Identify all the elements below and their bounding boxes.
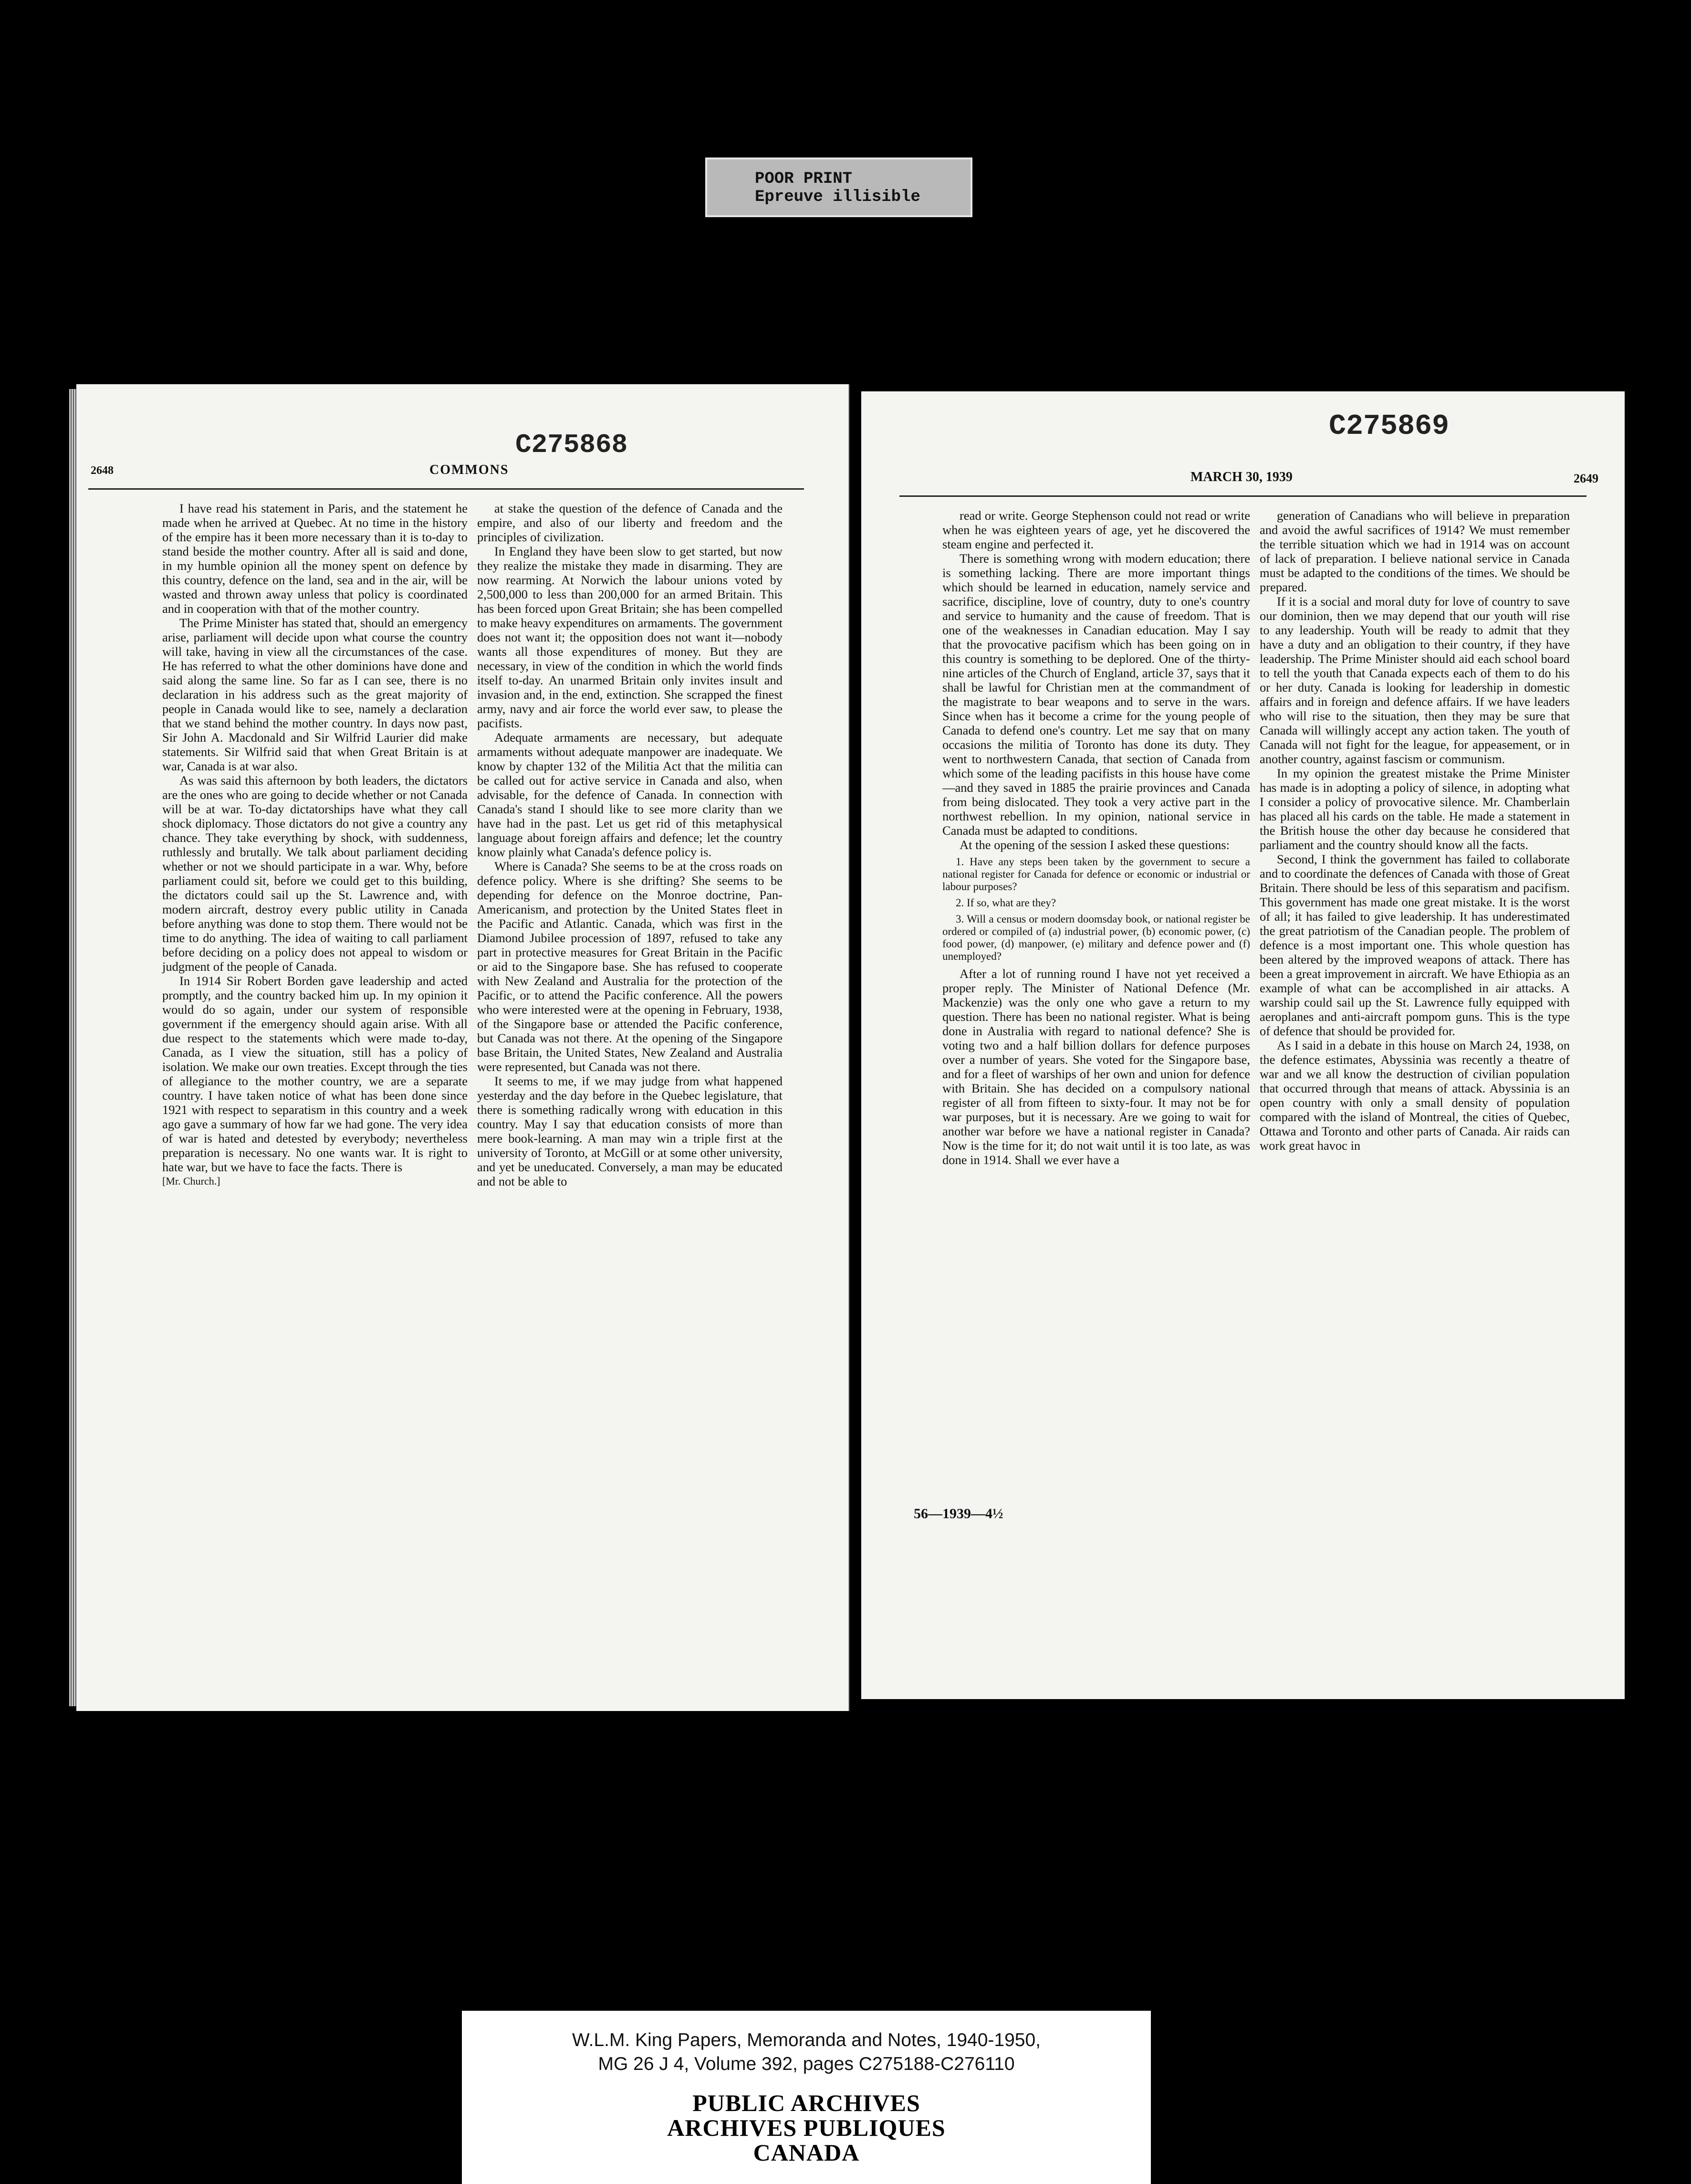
paragraph: In 1914 Sir Robert Borden gave leadership and acted promptly, and the country backed him up. In my opinion it would do so again, under our system of responsible government if the emergency should again arise. With all due respect to the statements which were made to-day, Canada, as I view the situation, still has a policy of isolation. We make our own treaties. Except through the ties of allegiance to the mother country, we are a separate country. I have taken notice of what has been done since 1921 with respect to separatism in this country and a week ago gave a summary of how far we had gone. The very idea of war is hated and detested by everybody; nevertheless preparation is necessary. No one wants war. It is right to hate war, but we have to face the facts. There is bbox=[162, 974, 468, 1174]
question: 2. If so, what are they? bbox=[956, 897, 1056, 909]
paragraph: Where is Canada? She seems to be at the cross roads on defence policy. Where is she drifting? She seems to be depending for defence on the Monroe doctrine, Pan-Americanism, and protection by the United States fleet in the Pacific and Atlantic. Canada, which was first in the Diamond Jubilee procession of 1897, refused to take any part in protective measures for Great Britain in the Pacific or aid to the Singapore base. She has refused to cooperate with New Zealand and Australia for the protection of the Pacific, or to attend the Pacific conference. All the powers who were interested were at the opening in February, 1938, of the Singapore base or attended the Pacific conference, but Canada was not there. At the opening of the Singapore base Britain, the United States, New Zealand and Australia were represented, but Canada was not there. bbox=[477, 859, 783, 1074]
left-page-number: 2648 bbox=[91, 464, 114, 477]
left-header-rule bbox=[88, 488, 804, 490]
paragraph: If it is a social and moral duty for love of country to save our dominion, then we may depend that our youth will rise to any leadership. Youth will be ready to admit that they have a duty and an obligation to their country, if they have leadership. The Prime Minister should aid each school board to tell the youth that Canada expects each of them to do his or her duty. Canada is looking for leadership in domestic affairs and in foreign and defence affairs. If we have leaders who will rise to the situation, then they may be sure that Canada will willingly accept any action taken. The youth of Canada will not fight for the league, for appeasement, or in another country, against fascism or communism. bbox=[1260, 594, 1570, 766]
right-doc-number: C275869 bbox=[1329, 410, 1450, 443]
archive-citation bbox=[462, 2028, 1151, 2076]
right-page-number: 2649 bbox=[1574, 472, 1598, 485]
poor-print-stamp bbox=[705, 158, 972, 217]
paragraph: At the opening of the session I asked these questions: bbox=[960, 838, 1230, 852]
paragraph: generation of Canadians who will believe in preparation and avoid the awful sacrifices of 1914? We must remember the terrible situation which we had in 1914 was on account of lack of preparation. I believe national service in Canada must be adapted to the conditions of the times. We should be prepared. bbox=[1260, 508, 1570, 594]
speaker-attribution: [Mr. Church.] bbox=[162, 1175, 220, 1187]
paragraph: In England they have been slow to get started, but now they realize the mistake they made in disarming. They are now rearming. At Norwich the labour unions voted by 2,500,000 to less than 200,000 for an armed Britain. This has been forced upon Great Britain; she has been compelled to make heavy expenditures on armaments. The government does not want it; the opposition does not want it—nobody wants all those expenditures of money. But they are necessary, in view of the condition in which the world finds itself to-day. An unarmed Britain only invites insult and invasion and, in the end, extinction. She scrapped the finest army, navy and air force the world ever saw, to please the pacifists. bbox=[477, 544, 783, 730]
right-column-2 bbox=[1260, 508, 1570, 1153]
paragraph: Adequate armaments are necessary, but adequate armaments without adequate manpower are inadequate. We know by chapter 132 of the Militia Act that the militia can be called out for active service in Canada and also, when advisable, for the defence of Canada. In connection with Canada's stand I should like to see more clarity than we have had in the past. Let us get rid of this metaphysical language about foreign affairs and defence; let the country know plainly what Canada's defence policy is. bbox=[477, 730, 783, 859]
paragraph: The Prime Minister has stated that, should an emergency arise, parliament will decide upon what course the country will take, having in view all the circumstances of the case. He has referred to what the other dominions have done and said along the same line. So far as I can see, there is no declaration in his address such as the great majority of people in Canada would like to see, namely a declaration that we stand behind the mother country. In days now past, Sir John A. Macdonald and Sir Wilfrid Laurier did make statements. Sir Wilfrid said that when Great Britain is at war, Canada is at war also. bbox=[162, 616, 468, 773]
right-page bbox=[861, 391, 1625, 1699]
left-running-head bbox=[76, 456, 848, 484]
right-column-1 bbox=[942, 508, 1250, 1167]
stamp-line-1: POOR PRINT bbox=[755, 170, 853, 188]
paragraph: There is something wrong with modern education; there is something lacking. There are more important things which should be learned in education, namely service and sacrifice, discipline, love of country, duty to one's country and service to humanity and the cause of freedom. That is one of the weaknesses in Canadian education. May I say that the provocative pacifism which has been going on in this country is something to be deplored. One of the thirty-nine articles of the Church of England, article 37, says that it shall be lawful for Christian men at the commandment of the magistrate to bear weapons and to serve in the wars. Since when has it become a crime for the young people of Canada to defend one's country. Let me say that on many occasions the militia of Toronto has done its duty. They went to northwestern Canada, that section of Canada from which some of the leading pacifists in this house have come—and they saved in 1885 the prairie provinces and Canada from being dislocated. They took a very active part in the northwest rebellion. In my opinion, national service in Canada must be adapted to conditions. bbox=[942, 551, 1250, 838]
paragraph: read or write. George Stephenson could not read or write when he was eighteen years of age, yet he discovered the steam engine and perfected it. bbox=[942, 508, 1250, 551]
left-doc-number: C275868 bbox=[515, 430, 628, 460]
left-page bbox=[76, 384, 849, 1711]
paragraph: After a lot of running round I have not yet received a proper reply. The Minister of National Defence (Mr. Mackenzie) was the only one who gave a return to my question. There has been no national register. What is being done in Australia with regard to national defence? She is voting two and a half billion dollars for defence purposes over a number of years. She voted for the Singapore base, and for a fleet of warships of her own and union for defence with Britain. She has decided on a compulsory national register of all from fifteen to sixty-four. It may not be for war purposes, but it is necessary. Are we going to wait for another war before we have a national register in Canada? Now is the time for it; do not wait until it is too late, as was done in 1914. Shall we ever have a bbox=[942, 966, 1250, 1167]
question: 3. Will a census or modern doomsday book, or national register be ordered or compiled of (a) industrial power, (b) economic power, (c) food power, (d) manpower, (e) military and defence power and (f) unemployed? bbox=[942, 913, 1250, 962]
left-column-2 bbox=[477, 501, 783, 1188]
paragraph: It seems to me, if we may judge from what happened yesterday and the day before in the Quebec legislature, that there is something radically wrong with education in this country. May I say that education consists of more than mere book-learning. A man may win a triple first at the university of Toronto, at McGill or at some other university, and yet be uneducated. Conversely, a man may be educated and not be able to bbox=[477, 1074, 783, 1188]
archive-institution bbox=[462, 2090, 1151, 2165]
archive-label bbox=[462, 2011, 1151, 2184]
running-title: COMMONS bbox=[429, 462, 509, 477]
paragraph: In my opinion the greatest mistake the Prime Minister has made is in adopting a policy of silence, in adopting what I consider a policy of provocative silence. Mr. Chamberlain has placed all his cards on the table. He made a statement in the British house the other day because he considered that parliament and the country should know all the facts. bbox=[1260, 766, 1570, 852]
citation-line-1: W.L.M. King Papers, Memoranda and Notes, 1940-1950, bbox=[572, 2030, 1041, 2050]
citation-line-2: MG 26 J 4, Volume 392, pages C275188-C276110 bbox=[598, 2054, 1015, 2074]
paragraph: As was said this afternoon by both leaders, the dictators are the ones who are going to decide whether or not Canada will be at war. To-day dictatorships have what they call shock diplomacy. Those dictators do not give a country any chance. They take everything by shock, with suddenness, ruthlessly and brutally. We talk about parliament deciding whether or not we should participate in a war. Why, before parliament could sit, before we could get to this building, the dictators could sail up the St. Lawrence and, with modern aircraft, destroy every public utility in Canada before anything was done to stop them. There would not be time to do anything. The idea of waiting to call parliament before deciding on a policy does not appeal to wisdom or judgment of the people of Canada. bbox=[162, 773, 468, 974]
right-header-rule bbox=[899, 495, 1587, 497]
left-column-1 bbox=[162, 501, 468, 1188]
institution-french: ARCHIVES PUBLIQUES bbox=[667, 2114, 946, 2141]
question: 1. Have any steps been taken by the government to secure a national register for Canada for defence or economic or industrial or labour purposes? bbox=[942, 856, 1250, 892]
printer-signature: 56—1939—4½ bbox=[914, 1506, 1003, 1522]
right-running-head bbox=[861, 463, 1625, 492]
institution-country: CANADA bbox=[753, 2139, 860, 2166]
paragraph: As I said in a debate in this house on March 24, 1938, on the defence estimates, Abyssinia was recently a theatre of war and we all know the destruction of civilian population that occurred through that means of attack. Abyssinia is an open country with only a small density of population compared with the island of Montreal, the cities of Quebec, Ottawa and Toronto and other parts of Canada. Air raids can work great havoc in bbox=[1260, 1038, 1570, 1153]
paragraph: at stake the question of the defence of Canada and the empire, and also of our liberty and freedom and the principles of civilization. bbox=[477, 501, 783, 544]
page-date: MARCH 30, 1939 bbox=[1190, 470, 1293, 484]
paragraph: Second, I think the government has failed to collaborate and to coordinate the defences of Canada with those of Great Britain. There should be less of this separatism and pacifism. This government has made one great mistake. It is the worst of all; it has failed to give leadership. It has underestimated the great patriotism of the Canadian people. The problem of defence is a most important one. This whole question has been altered by the improved weapons of attack. There has been a great improvement in aircraft. We have Ethiopia as an example of what can be accomplished in air attacks. A warship could sail up the St. Lawrence fully equipped with aeroplanes and anti-aircraft pompom guns. This is the type of defence that should be provided for. bbox=[1260, 852, 1570, 1038]
stamp-line-2: Epreuve illisible bbox=[755, 188, 920, 206]
paragraph: I have read his statement in Paris, and the statement he made when he arrived at Quebec. At no time in the history of the empire has it been more necessary than it is to-day to stand beside the mother country. After all is said and done, in my humble opinion all the money spent on defence by this country, defence on the land, sea and in the air, will be wasted and thrown away unless that policy is coordinated and in cooperation with that of the mother country. bbox=[162, 501, 468, 616]
institution-english: PUBLIC ARCHIVES bbox=[692, 2090, 920, 2116]
